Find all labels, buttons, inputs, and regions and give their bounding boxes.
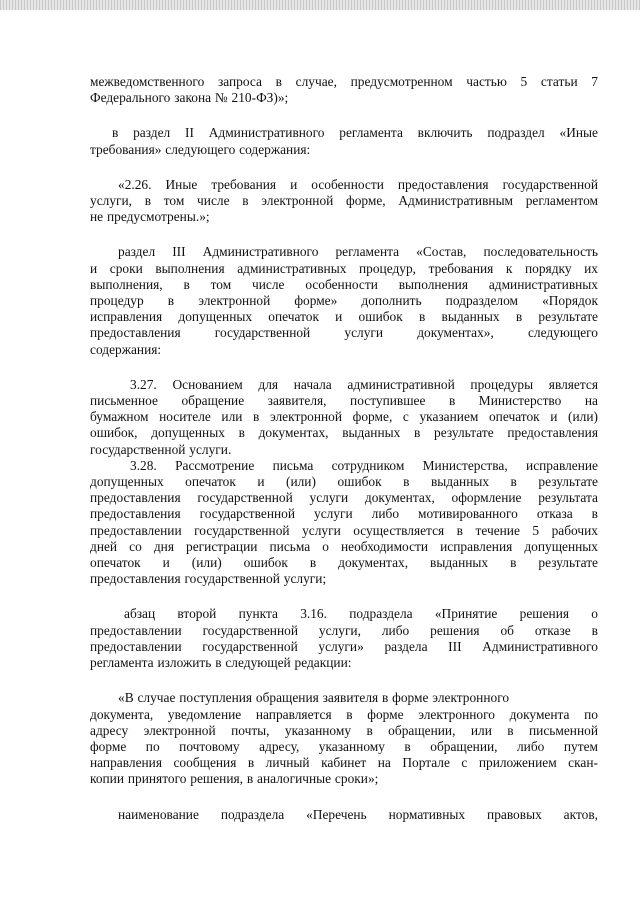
text-line: регламента изложить в следующей редакции:: [90, 655, 352, 671]
text-line: межведомственного запроса в случае, предусмотренном частью 5 статьи 7: [90, 74, 598, 89]
text-line: предоставления государственной услуги документах, оформление результата: [90, 490, 598, 506]
text-line: раздел III Административного регламента «Состав, последовательность: [118, 244, 598, 260]
text-line: копии принятого решения, в аналогичные сроки»;: [90, 771, 379, 787]
text-line: допущенных опечаток и (или) ошибок в выданных в результате: [90, 474, 598, 490]
text-line: предоставлении государственной услуги осуществляется в течение 5 рабочих: [90, 522, 598, 538]
paragraph-3-28: [90, 458, 598, 588]
text-line: письменное обращение заявителя, поступившее в Министерство на: [90, 393, 598, 409]
text-line: предоставлении государственной услуги» раздела III Административного: [90, 638, 598, 654]
paragraph-quote-2-26: [90, 177, 598, 226]
text-line: предоставления государственной услуги либо мотивированного отказа в: [90, 506, 598, 522]
text-line: предоставления государственной услуги документах», следующего: [90, 325, 598, 341]
scan-border: [0, 0, 640, 10]
paragraph-amendment-section-3: [90, 244, 598, 357]
paragraph-continuation: [90, 74, 598, 106]
text-line: форме по почтовому адресу, указанному в обращении, либо путем: [90, 738, 598, 754]
text-line: дней со дня регистрации письма о необходимости исправления допущенных: [90, 538, 598, 554]
text-line: «В случае поступления обращения заявителя в форме электронного: [118, 690, 510, 706]
text-line: содержания:: [90, 341, 162, 357]
paragraph-amendment-3-16: [90, 606, 598, 671]
text-line: направления сообщения в личный кабинет на Портале с приложением скан-: [90, 755, 598, 771]
text-line: «2.26. Иные требования и особенности предоставления государственной: [118, 176, 598, 192]
text-line: услуги, в том числе в электронной форме, Административным регламентом: [90, 193, 598, 209]
text-line: не предусмотрены.»;: [90, 209, 210, 225]
text-line: процедур в электронной форме» дополнить подразделом «Порядок: [90, 293, 598, 309]
text-line: Федерального закона № 210-ФЗ)»;: [90, 90, 289, 106]
text-line: государственной услуги.: [90, 441, 232, 457]
text-line: документа, уведомление направляется в форме электронного документа по: [90, 706, 598, 722]
text-line: абзац второй пункта 3.16. подраздела «Принятие решения о: [124, 606, 598, 622]
text-line: ошибок, допущенных в документах, выданных в результате предоставления: [90, 425, 598, 441]
text-line: 3.27. Основанием для начала административной процедуры является: [130, 376, 598, 392]
text-line: опечаток и (или) ошибок в документах, выданных в результате: [90, 555, 598, 571]
paragraph-amendment-section-2: [90, 125, 598, 157]
text-line: выполнения, в том числе особенности выполнения административных: [90, 276, 598, 292]
text-line: 3.28. Рассмотрение письма сотрудником Министерства, исправление: [130, 457, 598, 473]
text-line: адресу электронной почты, указанному в обращении, или в письменной: [90, 722, 598, 738]
text-line: предоставлении государственной услуги, либо решения об отказе в: [90, 622, 598, 638]
document-page: [90, 74, 598, 823]
text-line: предоставления государственной услуги;: [90, 571, 327, 587]
text-line: наименование подраздела «Перечень нормативных правовых актов,: [118, 806, 598, 822]
text-line: исправления допущенных опечаток и ошибок в выданных в результате: [90, 309, 598, 325]
paragraph-subsection-name: [90, 807, 598, 823]
text-line: требования» следующего содержания:: [90, 141, 311, 157]
text-line: бумажном носителе или в электронной форме, с указанием опечаток и (или): [90, 409, 598, 425]
paragraph-quote-notification: [90, 690, 598, 787]
text-line: и сроки выполнения административных процедур, требования к порядку их: [90, 260, 598, 276]
text-line: в раздел II Административного регламента включить подраздел «Иные: [112, 125, 598, 141]
paragraph-3-27: [90, 377, 598, 458]
